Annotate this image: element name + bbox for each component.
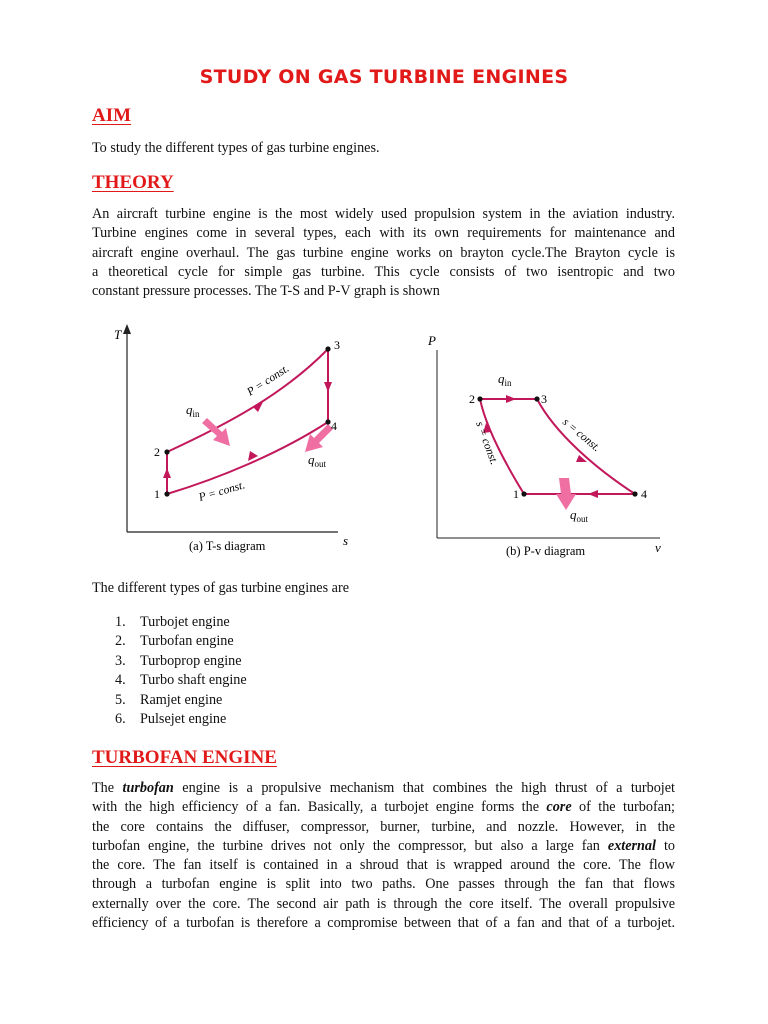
ts-arrow-down	[324, 382, 332, 392]
pv-left-const-label: s = const.	[473, 419, 500, 467]
theory-line: a theoretical cycle for simple gas turbine. This cycle consists of two isentropic and two	[92, 263, 675, 280]
theory-line: aircraft engine overhaul. The gas turbine engine works on brayton cycle.The Brayton cycle is	[92, 244, 675, 261]
types-intro	[92, 579, 675, 598]
theory-heading: THEORY	[92, 172, 174, 193]
engine-types-list	[115, 613, 247, 729]
pv-point-4	[632, 491, 637, 496]
turbofan-line: the core contains the diffuser, compressor, burner, turbine, and nozzle. However, in the	[92, 818, 675, 835]
pv-right-const-label: s = const.	[560, 416, 603, 455]
ts-point-label-1: 1	[154, 487, 160, 501]
aim-heading: AIM	[92, 105, 132, 126]
turbofan-line: with the high efficiency of a fan. Basically, a turbojet engine forms the core of the turbofan;	[92, 799, 676, 816]
theory-line: Turbine engines come in several types, each with its own requirements for maintenance and	[92, 225, 675, 242]
ts-point-3	[325, 346, 330, 351]
list-item: 1. Turbojet engine	[115, 614, 230, 630]
ts-point-2	[164, 449, 169, 454]
ts-point-label-3: 3	[334, 338, 340, 352]
ts-point-4	[325, 419, 330, 424]
turbofan-line: through a turbofan engine is split into two paths. One passes through the fan that flows	[92, 876, 675, 893]
pv-qin-label: $q_{in}$	[498, 371, 512, 388]
turbofan-line: the core. The fan itself is contained in a shroud that is wrapped around the core. The flow	[92, 857, 675, 874]
types-intro-line: The different types of gas turbine engines are	[92, 580, 349, 596]
theory-line: constant pressure processes. The T-S and P-V graph is shown	[92, 283, 440, 300]
pv-point-2	[477, 396, 482, 401]
pv-arrow-top	[506, 395, 516, 403]
pv-point-label-4: 4	[641, 487, 647, 501]
turbofan-line: turbofan engine, the turbine drives not only the compressor, but also a large fan external to	[92, 837, 675, 854]
theory-line: An aircraft turbine engine is the most widely used propulsion system in the aviation industry.	[92, 206, 675, 222]
theory-paragraph	[92, 205, 675, 301]
pv-arrow-bottom	[588, 490, 598, 498]
turbofan-paragraph	[92, 779, 675, 933]
pv-caption: (b) P-v diagram	[506, 544, 586, 558]
pv-point-label-1: 1	[513, 487, 519, 501]
pv-point-1	[521, 491, 526, 496]
pv-diagram	[420, 328, 675, 563]
list-item: 5. Ramjet engine	[115, 691, 223, 708]
aim-line: To study the different types of gas turbine engines.	[92, 140, 380, 156]
pv-qout-arrow	[556, 478, 576, 510]
turbofan-line: The turbofan engine is a propulsive mechanism that combines the high thrust of a turbojet	[92, 780, 675, 796]
ts-point-label-2: 2	[154, 445, 160, 459]
ts-qout-label: $q_{out}$	[308, 452, 327, 469]
ts-arrow-up	[163, 468, 171, 478]
ts-diagram	[100, 318, 380, 563]
turbofan-heading: TURBOFAN ENGINE	[92, 747, 277, 768]
ts-y-label: T	[114, 327, 122, 342]
ts-caption: (a) T-s diagram	[189, 539, 266, 553]
ts-x-label: s	[343, 533, 349, 548]
list-item: 3. Turboprop engine	[115, 652, 242, 669]
ts-y-axis-arrow	[123, 324, 131, 334]
turbofan-line: externally over the core. The second air path is through the core itself. The overall propulsive	[92, 895, 675, 912]
page-title: STUDY ON GAS TURBINE ENGINES	[199, 66, 569, 88]
pv-x-label: v	[655, 540, 661, 555]
turbofan-line: efficiency of a turbofan is therefore a compromise between that of a fan and that of a turbojet.	[92, 915, 675, 932]
pv-qout-label: $q_{out}$	[570, 507, 589, 524]
ts-point-label-4: 4	[331, 419, 337, 433]
list-item: 4. Turbo shaft engine	[115, 672, 247, 689]
ts-top-const-label: P = const.	[245, 362, 292, 399]
pv-point-label-2: 2	[469, 392, 475, 406]
ts-point-1	[164, 491, 169, 496]
ts-curve-1-4	[167, 422, 328, 494]
pv-y-label: P	[428, 333, 436, 348]
ts-bottom-const-label: P = const.	[197, 479, 247, 504]
list-item: 2. Turbofan engine	[115, 633, 234, 650]
aim-text	[92, 139, 675, 158]
pv-point-label-3: 3	[541, 392, 547, 406]
pv-point-3	[534, 396, 539, 401]
list-item: 6. Pulsejet engine	[115, 710, 227, 727]
ts-qin-label: $q_{in}$	[186, 402, 200, 419]
